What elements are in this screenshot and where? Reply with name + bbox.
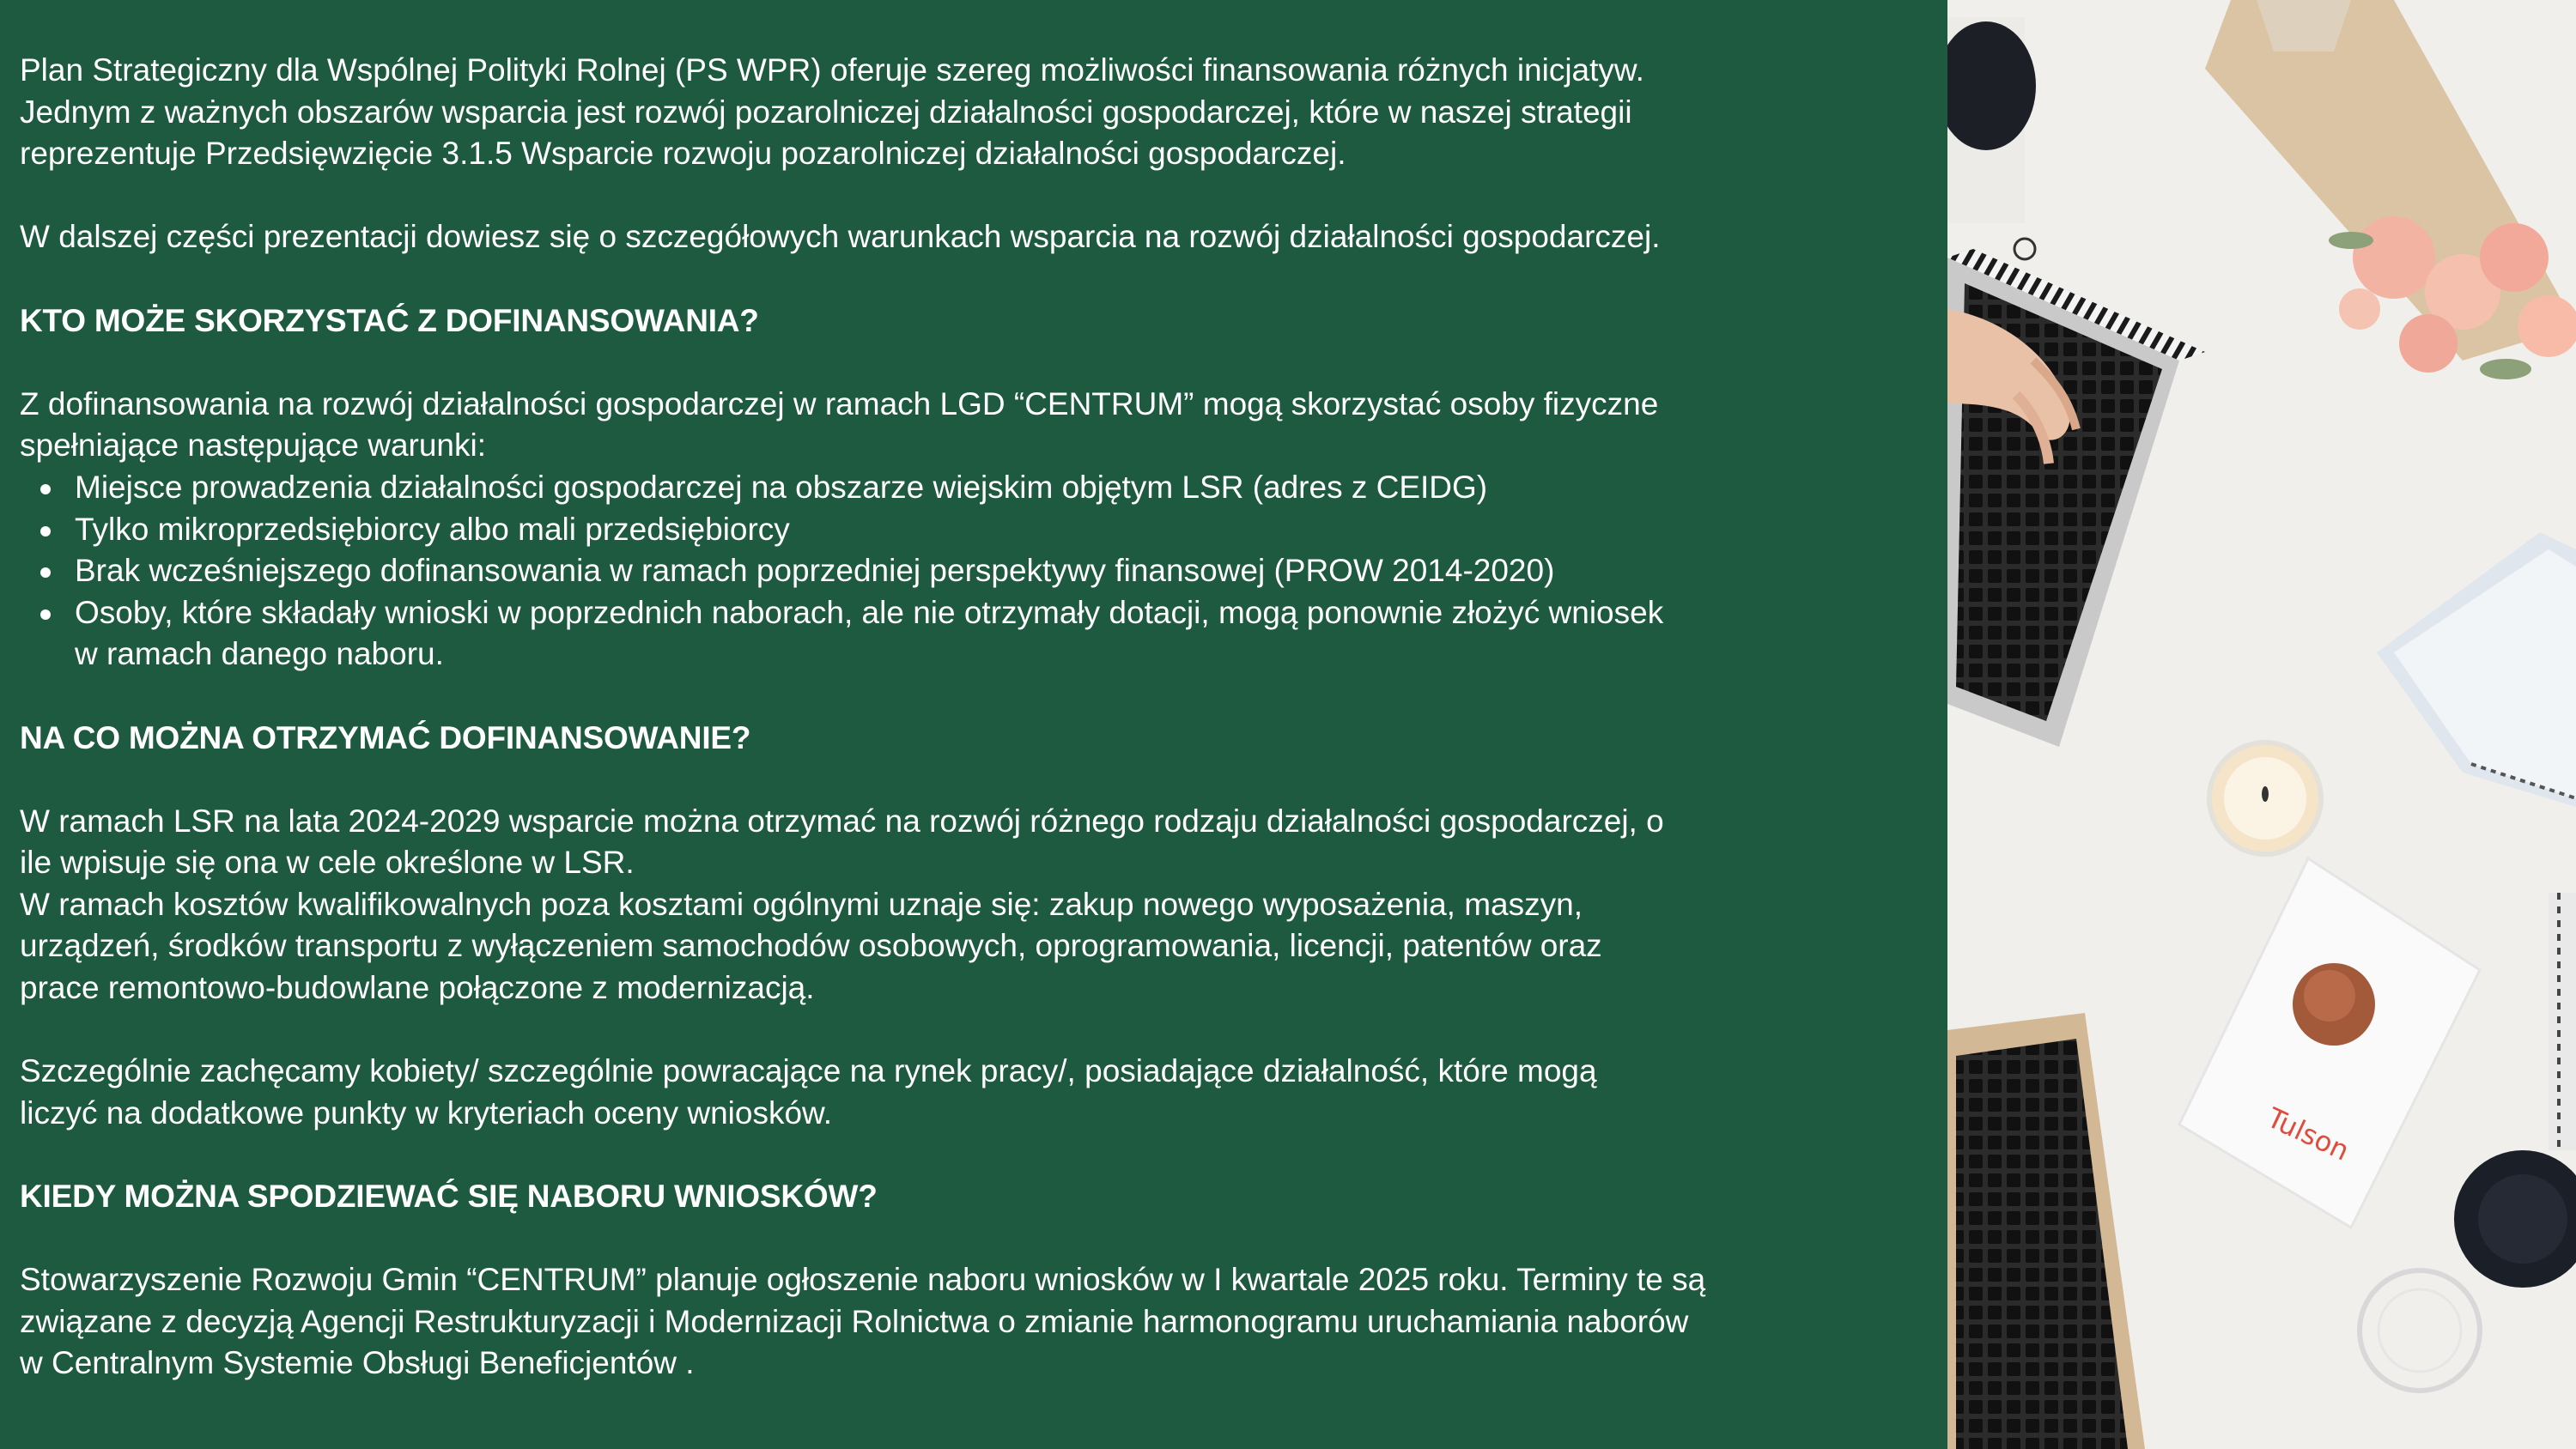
spiral-notebook-edge: [2549, 893, 2576, 1150]
text-line: Szczególnie zachęcamy kobiety/ szczególnie powracające na rynek pracy/, posiadające działalność, które mogą: [20, 1053, 1597, 1089]
presentation-note: W dalszej części prezentacji dowiesz się o szczegółowych warunkach wsparcia na rozwój działalności gospodarczej.: [20, 219, 1661, 255]
text-line: Stowarzyszenie Rozwoju Gmin “CENTRUM” planuje ogłoszenie naboru wniosków w I kwartale 2025 roku. Terminy te są: [20, 1262, 1706, 1298]
text-line: urządzeń, środków transportu z wyłączeniem samochodów osobowych, oprogramowania, licencji, patentów oraz: [20, 928, 1602, 964]
text-line: spełniające następujące warunki:: [20, 427, 487, 464]
text-line: reprezentuje Przedsięwzięcie 3.1.5 Wsparcie rozwoju pozarolniczej działalności gospodarczej.: [20, 136, 1346, 172]
text-line: w Centralnym Systemie Obsługi Beneficjentów .: [20, 1345, 695, 1381]
text-line: Plan Strategiczny dla Wspólnej Polityki Rolnej (PS WPR) oferuje szereg możliwości finansowania różnych inicjatyw.: [20, 52, 1644, 88]
desk-photo: [1947, 0, 2576, 1449]
text-line: ile wpisuje się ona w cele określone w LSR.: [20, 845, 635, 881]
list-item: Tylko mikroprzedsiębiorcy albo mali przedsiębiorcy: [75, 509, 1947, 551]
text-line: W ramach LSR na lata 2024-2029 wsparcie można otrzymać na rozwój różnego rodzaju działalności gospodarczej, o: [20, 803, 1664, 839]
text-line: związane z decyzją Agencji Restrukturyzacji i Modernizacji Rolnictwa o zmianie harmonogramu uruchamiania naborów: [20, 1303, 1689, 1339]
list-item: Brak wcześniejszego dofinansowania w ramach poprzedniej perspektywy finansowej (PROW 2014-2020): [75, 550, 1947, 592]
text-line: Z dofinansowania na rozwój działalności gospodarczej w ramach LGD “CENTRUM” mogą skorzystać osoby fizyczne: [20, 385, 1659, 421]
list-item: Miejsce prowadzenia działalności gospodarczej na obszarze wiejskim objętym LSR (adres z CEIDG): [75, 467, 1947, 509]
candle: [2209, 743, 2321, 854]
text-line: W ramach kosztów kwalifikowalnych poza kosztami ogólnymi uznaje się: zakup nowego wyposażenia, maszyn,: [20, 886, 1583, 922]
heading-when: KIEDY MOŻNA SPODZIEWAĆ SIĘ NABORU WNIOSKÓW?: [20, 1179, 878, 1215]
text-line: Jednym z ważnych obszarów wsparcia jest rozwój pozarolniczej działalności gospodarczej, które w naszej strategii: [20, 94, 1632, 130]
coffee-cup-top: [1947, 17, 2036, 223]
conditions-list: [20, 467, 1947, 676]
svg-text:Tulson: Tulson: [2262, 1100, 2354, 1167]
heading-what: NA CO MOŻNA OTRZYMAĆ DOFINANSOWANIE?: [20, 719, 751, 755]
heading-who: KTO MOŻE SKORZYSTAĆ Z DOFINANSOWANIA?: [20, 302, 759, 338]
list-item: [75, 592, 1947, 676]
text-line: Osoby, które składały wnioski w poprzednich naborach, ale nie otrzymały dotacji, mogą ponownie złożyć wniosek: [75, 594, 1664, 630]
text-line: liczyć na dodatkowe punkty w kryteriach oceny wniosków.: [20, 1094, 832, 1131]
text-line: prace remontowo-budowlane połączone z modernizacją.: [20, 970, 815, 1006]
intro-paragraph: [20, 50, 1947, 175]
text-line: w ramach danego naboru.: [75, 636, 444, 672]
